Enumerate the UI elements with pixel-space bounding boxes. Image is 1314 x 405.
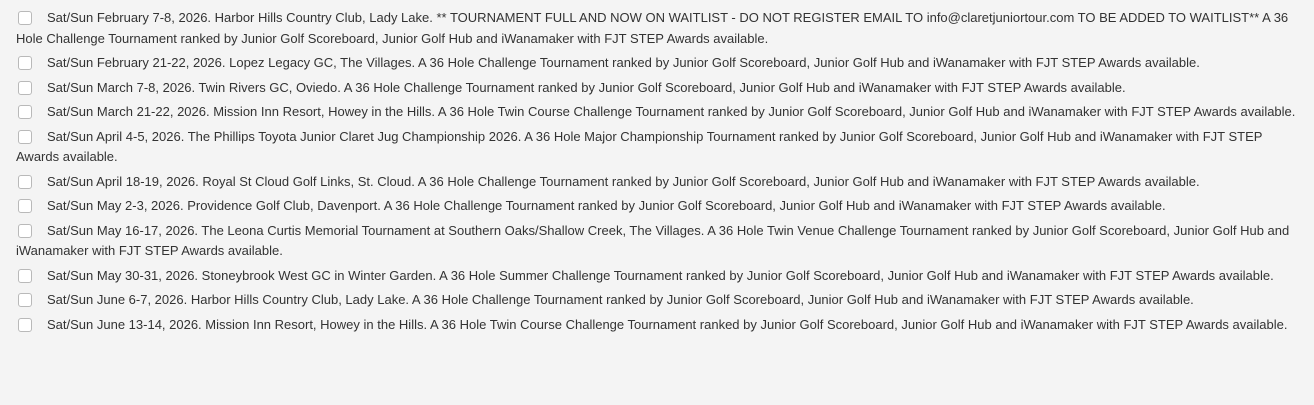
event-label: Sat/Sun April 4-5, 2026. The Phillips Toyota Junior Claret Jug Championship 2026. A 36 Hole Major Championship Tournament ranked by Junior Golf Scoreboard, Junior Golf Hub and iWanamaker with FJT STEP Awards available. xyxy=(16,128,1263,164)
event-label: Sat/Sun June 13-14, 2026. Mission Inn Resort, Howey in the Hills. A 36 Hole Twin Course Challenge Tournament ranked by Junior Golf Scoreboard, Junior Golf Hub and iWanamaker with FJT STEP Awards available. xyxy=(47,316,1288,332)
event-option[interactable] xyxy=(16,196,1308,217)
event-label: Sat/Sun May 16-17, 2026. The Leona Curtis Memorial Tournament at Southern Oaks/Shallow Creek, The Villages. A 36 Hole Twin Venue Challenge Tournament ranked by Junior Golf Scoreboard, Junior Golf Hub and iWanamaker with FJT STEP Awards available. xyxy=(16,222,1290,258)
event-option[interactable] xyxy=(16,221,1308,262)
event-checkbox[interactable] xyxy=(18,130,32,144)
event-label: Sat/Sun May 2-3, 2026. Providence Golf Club, Davenport. A 36 Hole Challenge Tournament ranked by Junior Golf Scoreboard, Junior Golf Hub and iWanamaker with FJT STEP Awards available. xyxy=(47,198,1166,213)
event-checkbox[interactable] xyxy=(18,105,32,119)
event-option[interactable] xyxy=(16,102,1308,123)
event-checkbox[interactable] xyxy=(18,199,32,213)
event-option[interactable] xyxy=(16,78,1308,99)
event-label: Sat/Sun March 21-22, 2026. Mission Inn Resort, Howey in the Hills. A 36 Hole Twin Course Challenge Tournament ranked by Junior Golf Scoreboard, Junior Golf Hub and iWanamaker with FJT STEP Awards available. xyxy=(47,104,1296,119)
event-checkbox[interactable] xyxy=(18,11,32,25)
event-label: Sat/Sun March 7-8, 2026. Twin Rivers GC, Oviedo. A 36 Hole Challenge Tournament ranked by Junior Golf Scoreboard, Junior Golf Hub and iWanamaker with FJT STEP Awards available. xyxy=(47,79,1126,95)
event-option[interactable] xyxy=(16,290,1308,311)
event-checkbox[interactable] xyxy=(18,293,32,307)
event-label: Sat/Sun April 18-19, 2026. Royal St Cloud Golf Links, St. Cloud. A 36 Hole Challenge Tournament ranked by Junior Golf Scoreboard, Junior Golf Hub and iWanamaker with FJT STEP Awards available. xyxy=(47,173,1200,189)
event-option[interactable] xyxy=(16,266,1308,287)
event-label: Sat/Sun February 7-8, 2026. Harbor Hills Country Club, Lady Lake. ** TOURNAMENT FULL AND NOW ON WAITLIST - DO NOT REGISTER EMAIL TO info@claretjuniortour.com TO BE ADDED TO WAITLIST** A 36 Hole Challenge Tournament ranked by Junior Golf Scoreboard, Junior Golf Hub and iWanamaker with FJT STEP Awards available. xyxy=(16,10,1289,46)
event-option[interactable] xyxy=(16,53,1308,74)
event-label: Sat/Sun June 6-7, 2026. Harbor Hills Country Club, Lady Lake. A 36 Hole Challenge Tournament ranked by Junior Golf Scoreboard, Junior Golf Hub and iWanamaker with FJT STEP Awards available. xyxy=(47,292,1194,307)
event-option[interactable] xyxy=(16,315,1308,336)
event-checkbox[interactable] xyxy=(18,224,32,238)
event-checkbox[interactable] xyxy=(18,318,32,332)
event-label: Sat/Sun February 21-22, 2026. Lopez Legacy GC, The Villages. A 36 Hole Challenge Tournament ranked by Junior Golf Scoreboard, Junior Golf Hub and iWanamaker with FJT STEP Awards available. xyxy=(47,55,1200,70)
event-checkbox[interactable] xyxy=(18,269,32,283)
event-option[interactable] xyxy=(16,172,1308,193)
event-checkbox[interactable] xyxy=(18,81,32,95)
event-label: Sat/Sun May 30-31, 2026. Stoneybrook West GC in Winter Garden. A 36 Hole Summer Challenge Tournament ranked by Junior Golf Scoreboard, Junior Golf Hub and iWanamaker with FJT STEP Awards available. xyxy=(47,267,1274,283)
event-checkbox[interactable] xyxy=(18,56,32,70)
event-checkbox[interactable] xyxy=(18,175,32,189)
event-option[interactable] xyxy=(16,8,1308,49)
event-option[interactable] xyxy=(16,127,1308,168)
